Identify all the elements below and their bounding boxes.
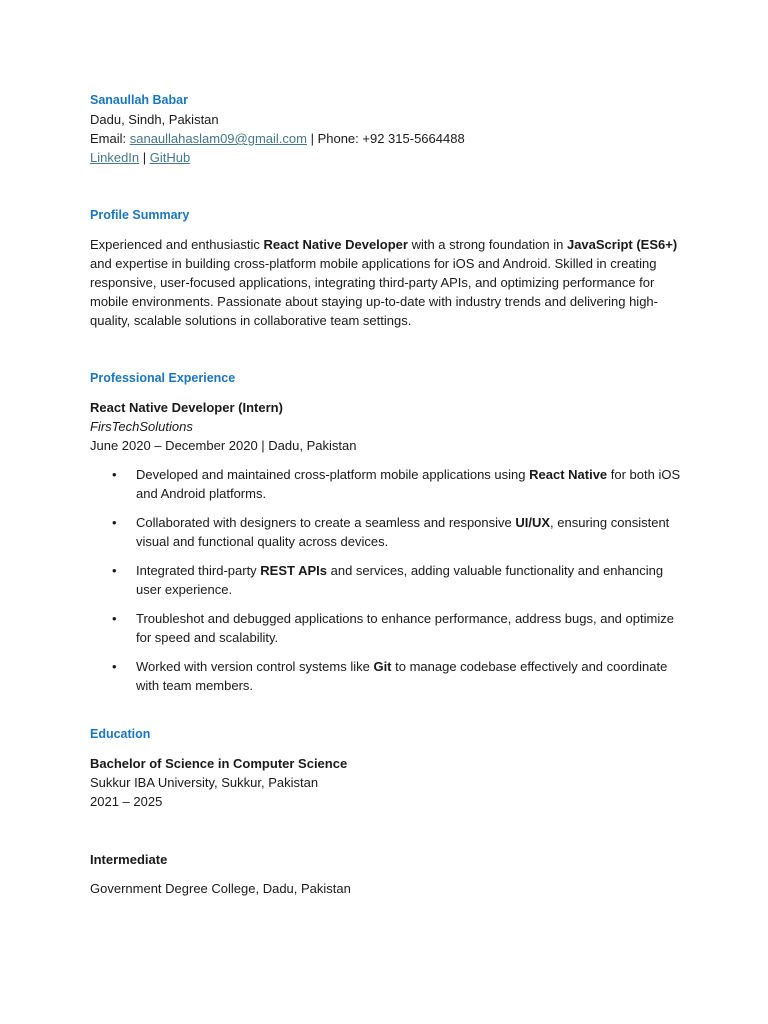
bullet-icon: • <box>112 515 117 530</box>
bullet-text: Collaborated with designers to create a seamless and responsive <box>136 515 516 530</box>
summary-text <box>90 235 682 330</box>
bullet-text: and services, adding valuable functionality and enhancing user experience. <box>136 563 664 597</box>
job-period: June 2020 – December 2020 | Dadu, Pakistan <box>90 438 357 453</box>
links-separator: | <box>139 150 150 165</box>
list-item <box>90 561 682 599</box>
bullet-text: Developed and maintained cross-platform mobile applications using <box>136 467 530 482</box>
bullet-icon: • <box>112 467 117 482</box>
bullet-text: for both iOS and Android platforms. <box>136 467 681 501</box>
phone-text: | Phone: +92 315-5664488 <box>306 131 465 146</box>
profile-links <box>90 148 682 167</box>
list-item <box>90 465 682 503</box>
education-heading: Education <box>90 727 151 741</box>
bullet-text: Troubleshot and debugged applications to enhance performance, address bugs, and optimize for speed and scalability. <box>136 611 674 645</box>
job-title: React Native Developer (Intern) <box>90 400 283 415</box>
bullet-text: Worked with version control systems like <box>136 659 374 674</box>
education-section <box>90 725 682 898</box>
list-item <box>90 513 682 551</box>
summary-text-part: Experienced and enthusiastic <box>90 237 264 252</box>
summary-heading: Profile Summary <box>90 208 190 222</box>
bullet-highlight: Git <box>373 659 392 674</box>
university-name: Sukkur IBA University, Sukkur, Pakistan <box>90 775 319 790</box>
candidate-location: Dadu, Sindh, Pakistan <box>90 112 219 127</box>
company-name: FirsTechSolutions <box>90 419 193 434</box>
candidate-name: Sanaullah Babar <box>90 93 188 107</box>
summary-highlight-language: JavaScript (ES6+) <box>566 237 678 252</box>
intermediate-title: Intermediate <box>90 852 168 867</box>
email-label: Email: <box>90 131 130 146</box>
summary-highlight-role: React Native Developer <box>263 237 408 252</box>
bullet-icon: • <box>112 659 117 674</box>
experience-section <box>90 369 682 695</box>
bullet-text: , ensuring consistent visual and functional quality across devices. <box>136 515 670 549</box>
bullet-text: to manage codebase effectively and coordinate with team members. <box>136 659 668 693</box>
list-item <box>90 657 682 695</box>
contact-block <box>90 91 682 167</box>
email-link[interactable]: sanaullahaslam09@gmail.com <box>129 131 307 146</box>
experience-heading: Professional Experience <box>90 371 236 385</box>
degree-title: Bachelor of Science in Computer Science <box>90 756 348 771</box>
responsibilities-list <box>90 465 682 695</box>
github-link[interactable]: GitHub <box>149 150 191 165</box>
bullet-icon: • <box>112 611 117 626</box>
summary-text-part: with a strong foundation in <box>407 237 567 252</box>
summary-section <box>90 206 682 330</box>
degree-years: 2021 – 2025 <box>90 794 163 809</box>
resume-page <box>90 91 682 898</box>
bullet-text: Integrated third-party <box>136 563 261 578</box>
bullet-highlight: UI/UX <box>515 515 551 530</box>
bullet-highlight: REST APIs <box>260 563 327 578</box>
list-item <box>90 609 682 647</box>
summary-text-part: and expertise in building cross-platform mobile applications for iOS and Android. Skilled in creating responsive, user-focused applications, integrating third-party APIs, and optimizing performance for mobile environments. Passionate about staying up-to-date with industry trends and delivering high-quality, scalable solutions in collaborative team settings. <box>90 256 658 328</box>
linkedin-link[interactable]: LinkedIn <box>90 150 140 165</box>
bullet-icon: • <box>112 563 117 578</box>
contact-line <box>90 129 682 148</box>
bullet-highlight: React Native <box>529 467 608 482</box>
intermediate-school: Government Degree College, Dadu, Pakistan <box>90 881 351 896</box>
